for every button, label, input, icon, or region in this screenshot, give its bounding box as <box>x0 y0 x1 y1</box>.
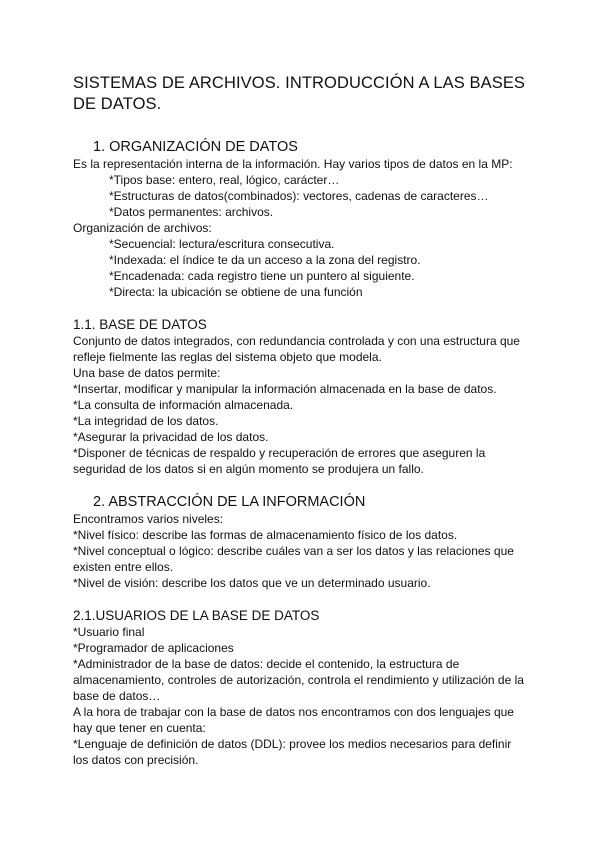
section-heading: 1.1. BASE DE DATOS <box>73 317 207 332</box>
paragraph-line: Conjunto de datos integrados, con redundancia controlada y con una estructura que <box>73 334 520 348</box>
list-item: *Estructuras de datos(combinados): vectores, cadenas de caracteres… <box>109 189 489 203</box>
section-heading: 2. ABSTRACCIÓN DE LA INFORMACIÓN <box>93 494 366 510</box>
title-line: DE DATOS. <box>73 95 162 113</box>
paragraph-line: *Usuario final <box>73 625 145 639</box>
paragraph-line: *La integridad de los datos. <box>73 414 219 428</box>
title-line: SISTEMAS DE ARCHIVOS. INTRODUCCIÓN A LAS BASES <box>73 74 526 92</box>
paragraph-line: *Nivel físico: describe las formas de almacenamiento físico de los datos. <box>73 528 458 542</box>
paragraph-line: los datos con precisión. <box>73 753 199 767</box>
section-abstraccion <box>73 493 533 591</box>
paragraph-line: *Lenguaje de definición de datos (DDL): provee los medios necesarios para definir <box>73 737 512 751</box>
paragraph-line: almacenamiento, controles de autorización, controla el rendimiento y utilización de la <box>73 673 524 687</box>
list-item: *Encadenada: cada registro tiene un puntero al siguiente. <box>109 269 415 283</box>
section-base-de-datos <box>73 316 533 477</box>
paragraph-line: refleje fielmente las reglas del sistema objeto que modela. <box>73 350 382 364</box>
list-item: *Indexada: el índice te da un acceso a la zona del registro. <box>109 253 421 267</box>
paragraph-line: *Disponer de técnicas de respaldo y recuperación de errores que aseguren la <box>73 446 486 460</box>
list-item: *Tipos base: entero, real, lógico, carácter… <box>109 173 340 187</box>
section-organizacion <box>73 138 533 300</box>
paragraph-line: *Nivel conceptual o lógico: describe cuáles van a ser los datos y las relaciones que <box>73 544 514 558</box>
paragraph-line: hay que tener en cuenta: <box>73 721 206 735</box>
paragraph-line: base de datos… <box>73 689 161 703</box>
paragraph-line: *Nivel de visión: describe los datos que ve un determinado usuario. <box>73 576 431 590</box>
list-item: *Datos permanentes: archivos. <box>109 205 274 219</box>
document-page <box>73 73 533 768</box>
paragraph-line: existen entre ellos. <box>73 560 174 574</box>
section-usuarios <box>73 607 533 768</box>
paragraph-line: Una base de datos permite: <box>73 366 221 380</box>
section-heading: 2.1.USUARIOS DE LA BASE DE DATOS <box>73 608 320 623</box>
section-heading: 1. ORGANIZACIÓN DE DATOS <box>93 139 298 155</box>
paragraph-line: *La consulta de información almacenada. <box>73 398 294 412</box>
paragraph-line: A la hora de trabajar con la base de datos nos encontramos con dos lenguajes que <box>73 705 514 719</box>
paragraph-line: Es la representación interna de la información. Hay varios tipos de datos en la MP: <box>73 157 513 171</box>
document-title <box>73 73 533 115</box>
paragraph-line: *Programador de aplicaciones <box>73 641 234 655</box>
paragraph-line: *Administrador de la base de datos: decide el contenido, la estructura de <box>73 657 460 671</box>
paragraph-line: Encontramos varios niveles: <box>73 512 224 526</box>
paragraph-line: Organización de archivos: <box>73 221 212 235</box>
paragraph-line: *Insertar, modificar y manipular la información almacenada en la base de datos. <box>73 382 497 396</box>
list-item: *Directa: la ubicación se obtiene de una función <box>109 285 363 299</box>
paragraph-line: seguridad de los datos si en algún momento se produjera un fallo. <box>73 462 424 476</box>
list-item: *Secuencial: lectura/escritura consecutiva. <box>109 237 335 251</box>
paragraph-line: *Asegurar la privacidad de los datos. <box>73 430 269 444</box>
